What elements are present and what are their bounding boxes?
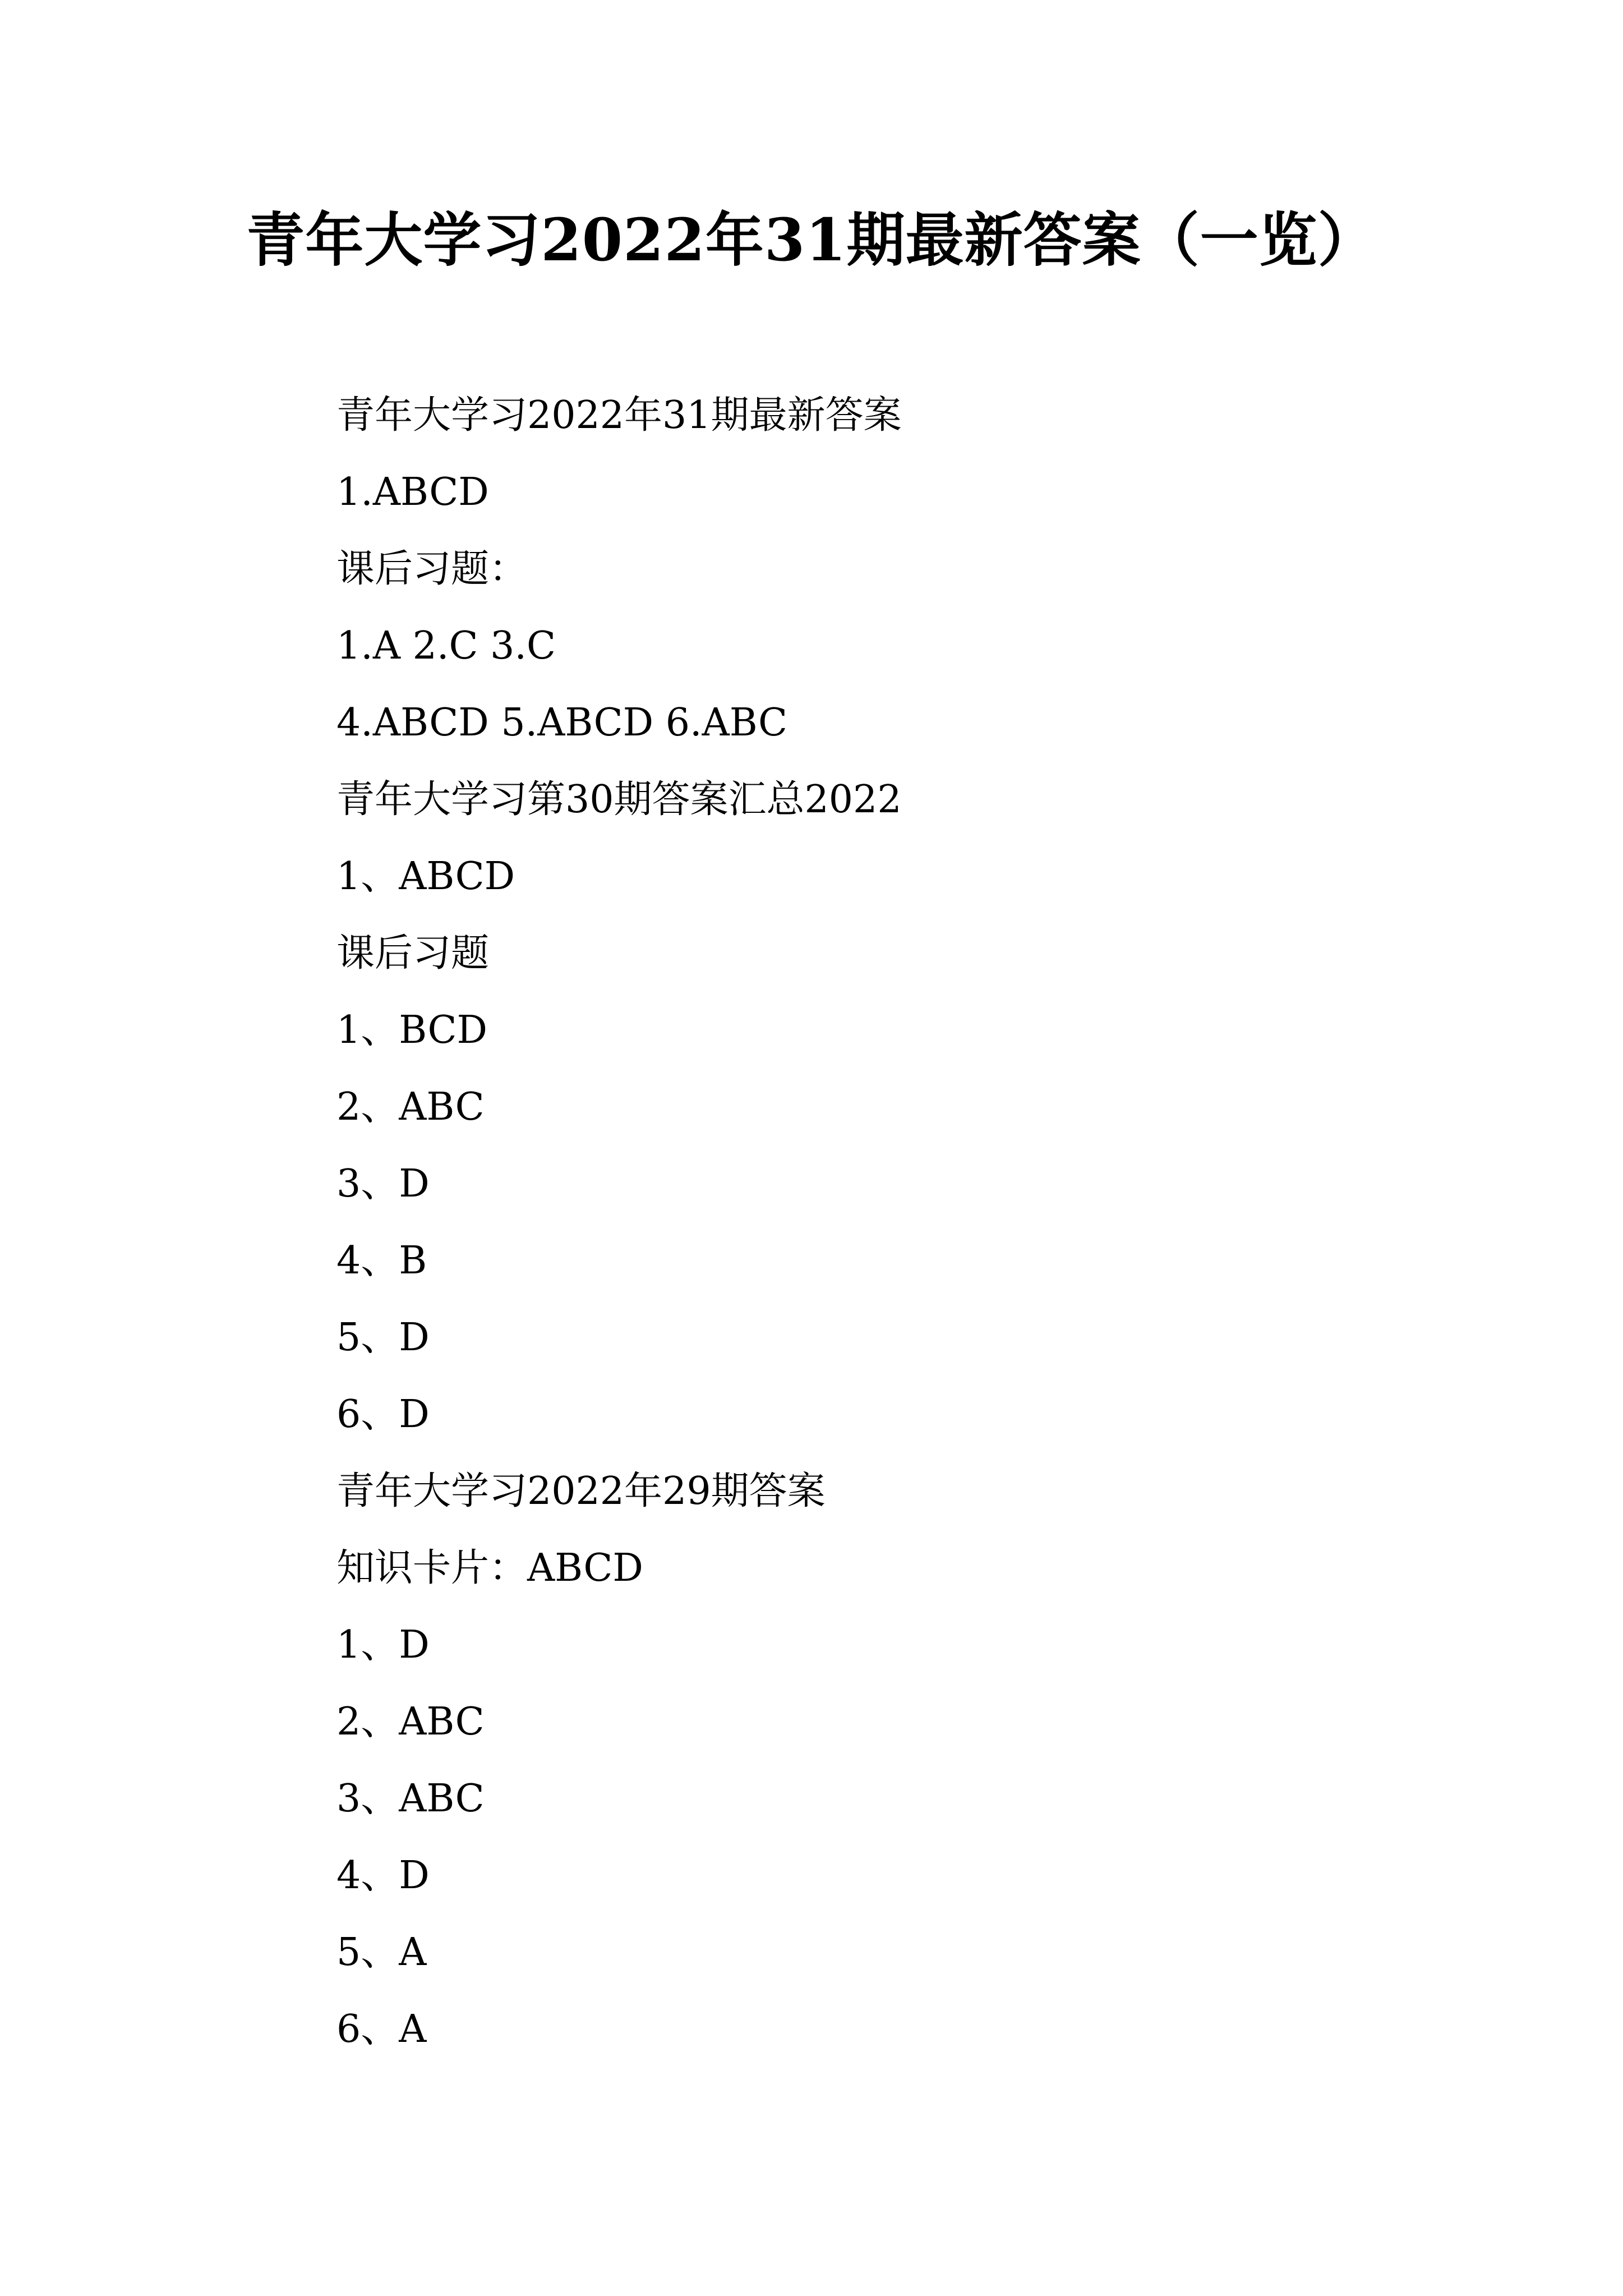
page-title: 青年大学习2022年31期最新答案（一览） — [246, 205, 1377, 274]
text-line: 课后习题 — [336, 931, 490, 976]
text-line: 课后习题： — [336, 547, 528, 591]
text-line: 知识卡片：ABCD — [336, 1546, 643, 1590]
document-body — [336, 377, 1514, 2068]
text-line: 1.A 2.C 3.C — [336, 624, 556, 668]
text-line: 4.ABCD 5.ABCD 6.ABC — [336, 701, 788, 745]
text-line: 4、B — [336, 1239, 427, 1283]
text-line: 1、ABCD — [336, 854, 515, 899]
text-line: 4、D — [336, 1853, 430, 1898]
text-line: 5、A — [336, 1930, 427, 1975]
section-heading-31: 青年大学习2022年31期最新答案 — [336, 393, 902, 438]
text-line: 6、A — [336, 2007, 427, 2051]
text-line: 1、D — [336, 1623, 430, 1667]
text-line: 3、ABC — [336, 1777, 485, 1821]
text-line: 2、ABC — [336, 1700, 485, 1744]
text-line: 2、ABC — [336, 1085, 485, 1129]
text-line: 1.ABCD — [336, 470, 489, 514]
section-heading-29: 青年大学习2022年29期答案 — [336, 1469, 826, 1513]
text-line: 1、BCD — [336, 1008, 488, 1052]
section-heading-30: 青年大学习第30期答案汇总2022 — [336, 777, 902, 822]
text-line: 5、D — [336, 1315, 430, 1360]
text-line: 3、D — [336, 1162, 430, 1206]
text-line: 6、D — [336, 1392, 430, 1437]
